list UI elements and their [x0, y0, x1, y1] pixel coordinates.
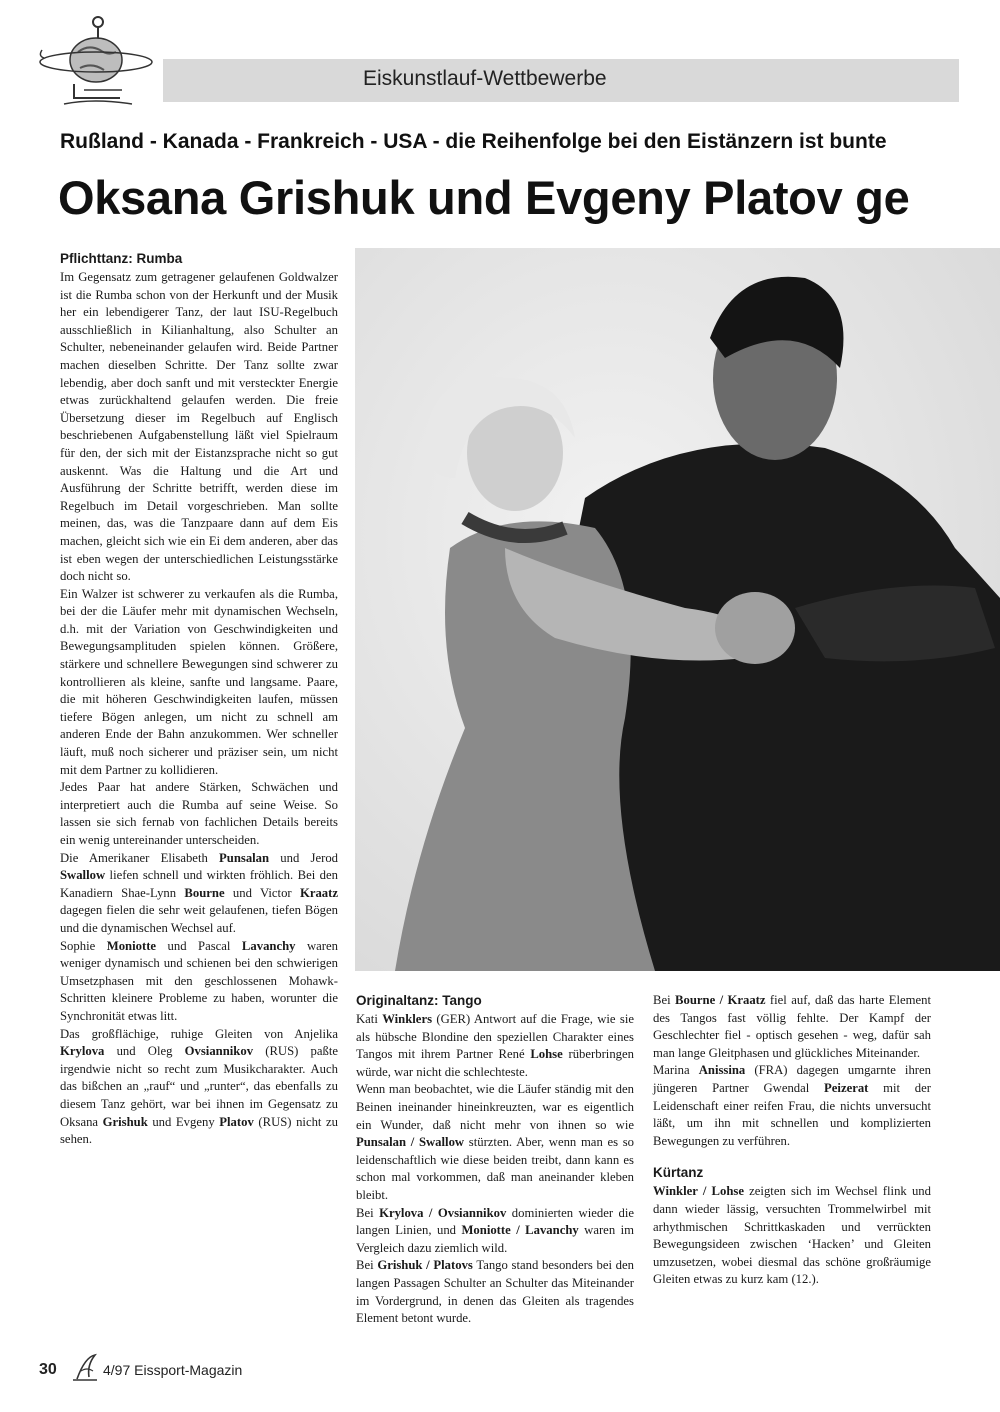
skater-name: Lavanchy — [241, 938, 296, 953]
skater-name: Punsalan — [219, 850, 270, 865]
text-run: und Jerod — [269, 850, 339, 865]
text-column-1 — [60, 250, 338, 1149]
section-banner — [163, 59, 959, 102]
skater-name: Swallow — [60, 868, 106, 883]
text-run: (GER) Antwort auf die Frage, wie sie als hübsche Blondine den speziellen Charakter eines Tangos mit ihrem Partner René — [356, 1012, 634, 1062]
paragraph — [356, 1257, 634, 1327]
magazine-logo — [34, 14, 162, 108]
text-run: Das großflächige, ruhige Gleiten von Anjelika — [60, 1026, 338, 1041]
paragraph: Im Gegensatz zum getragener gelaufenen Goldwalzer ist die Rumba schon von der Herkunft und der Musik her ein lebendigerer Tanz, der laut ISU-Regelbuch ausschließlich in Kilianhaltung, also Schulter an Schulter, nebeneinander gelaufen wird. Beide Partner machen dieselben Schritte. Der Tanz sollte zwar lebendig, aber doch sanft und mit versteckter Energie etwas zurückhaltend gelaufen werden. Die freie Übersetzung dieser im Regelbuch auf Englisch beschriebenen Aufgabenstellung läßt viel Spielraum für den, der sich mit der Eistanzsprache nicht so gut auskennt. Was die Haltung und die Art und Ausführung der Schritte betrifft, werden diese im Regelbuch im Detail vorgeschrieben. Man sollte meinen, das, was die Tanzpaare dann auf dem Eis machen, gleicht sich wie ein Ei dem anderen, aber das ist eben wegen der unterschiedlichen Leistungsstärke doch nicht so. — [60, 270, 338, 584]
text-run: dominierten wieder die langen Linien, und — [356, 1205, 634, 1238]
skater-name: Platov — [219, 1114, 254, 1129]
text-run: waren im Vergleich dazu ziemlich wild. — [356, 1223, 634, 1255]
text-run: mit der Leidenschaft einer reifen Frau, die nichts unversucht läßt, um ihn mit schnellen und komplizierten Bewegungen zu verführen. — [653, 1080, 931, 1148]
issue-label: 4/97 Eissport-Magazin — [103, 1362, 243, 1378]
skater-name: Bourne / Kraatz — [675, 993, 766, 1007]
paragraph — [356, 1205, 634, 1258]
paragraph — [356, 1081, 634, 1204]
text-run: Die Amerikaner Elisabeth — [60, 850, 220, 865]
paragraph — [653, 1062, 931, 1150]
text-run: zeigten sich im Wechsel flink und dann wieder lässig, versuchten Trommelwirbel mit arhythmischen Schrittkaskaden und verrückten Bewegungsideen zwischen ‘Hacken’ und Gleiten umzusetzen, wobei diesmal das schöne großräumige Gleiten etwas zu kurz kam (12.). — [653, 1184, 931, 1287]
skater-logo-icon — [67, 1353, 103, 1383]
skater-name: Peizerat — [824, 1080, 869, 1095]
text-run: Bei — [356, 1205, 380, 1220]
paragraph — [653, 1183, 931, 1289]
text-run: rüberbringen würde, war nicht die schlechteste. — [356, 1047, 634, 1079]
paragraph — [60, 850, 338, 938]
skater-name: Moniotte / Lavanchy — [461, 1223, 579, 1238]
section-title: Eiskunstlauf-Wettbewerbe — [363, 67, 607, 90]
text-run: Kati — [356, 1012, 383, 1026]
skater-name: Krylova / Ovsiannikov — [379, 1205, 507, 1220]
subheading-tango: Originaltanz: Tango — [356, 993, 482, 1008]
text-run: Tango stand besonders bei den langen Passagen Schulter an Schulter das Miteinander im Vordergrund, in denen das Gleiten als tragendes Element betont wurde. — [356, 1258, 634, 1326]
text-run: Sophie — [60, 938, 107, 953]
text-run: Marina — [653, 1063, 699, 1078]
paragraph — [60, 938, 338, 1026]
page-number: 30 — [39, 1361, 57, 1378]
text-run: fiel auf, daß das harte Element des Tangos fast völlig fehlte. Der Kampf der Geschlechter fiel - optisch gesehen - weg, dafür sah man lange Gleitphasen und glückliches Miteinander. — [653, 993, 931, 1060]
skater-name: Punsalan / Swallow — [356, 1135, 465, 1150]
paragraph — [60, 1026, 338, 1149]
paragraph — [653, 992, 931, 1062]
paragraph: Jedes Paar hat andere Stärken, Schwächen und interpretiert auch die Rumba auf seine Weise. So lassen sie sich fernab von fachlichen Details bereits ein wenig untereinander unterscheiden. — [60, 780, 338, 847]
text-run: (RUS) paßte irgendwie nicht so recht zum Musikcharakter. Auch das bißchen an „rauf“ und „runter“, das ebenfalls zu diesem Tanz gehört, war bei ihnen im Gegensatz zu Oksana — [60, 1044, 339, 1129]
skater-name: Kraatz — [299, 885, 338, 900]
ice-dance-photo — [355, 248, 1000, 971]
text-run: liefen schnell und wirkten fröhlich. Bei den Kanadiern Shae-Lynn — [60, 868, 338, 900]
text-run: und Oleg — [104, 1044, 185, 1059]
paragraph: Ein Walzer ist schwerer zu verkaufen als die Rumba, bei der die Läufer mehr mit dynamischen Wechseln, d.h. mit der Variation von Geschwindigkeiten und Bewegungsamplituden spielen können. Größere, stärkere und schnellere Bewegungen sind schwerer zu kontrollieren als kleine, sanfte und langsame. Paare, die mit höheren Geschwindigkeiten laufen, müssen tiefere Bögen anlegen, um nicht zu schnell am anderen Ende der Bahn anzukommen. Wer schneller läuft, muß noch sicherer und präziser sein, um nicht mit dem Partner zu kollidieren. — [60, 586, 338, 777]
text-run: Wenn man beobachtet, wie die Läufer ständig mit den Beinen ineinander hineinkreuzten, war es eigentlich ein Wunder, daß nicht mehr von ihnen so wie — [356, 1082, 634, 1132]
skater-name: Lohse — [530, 1047, 563, 1062]
text-run: und Pascal — [156, 938, 242, 953]
text-column-2 — [356, 992, 634, 1328]
article-kicker: Rußland - Kanada - Frankreich - USA - die Reihenfolge bei den Eistänzern ist bunte — [60, 130, 887, 153]
skater-name: Ovsiannikov — [184, 1044, 254, 1059]
text-run: dagegen fielen die sehr weit gelaufenen, tiefen Bögen und die dynamischen Wechsel auf. — [60, 903, 338, 935]
article-headline: Oksana Grishuk und Evgeny Platov ge — [58, 171, 910, 224]
subheading-kuertanz: Kürtanz — [653, 1165, 704, 1181]
skater-name: Grishuk / Platovs — [377, 1258, 473, 1273]
text-run: Bei — [653, 993, 676, 1007]
text-run: (RUS) nicht zu sehen. — [60, 1114, 338, 1147]
skater-name: Winkler / Lohse — [653, 1184, 744, 1199]
text-run: Bei — [356, 1258, 378, 1273]
skater-name: Winklers — [382, 1012, 433, 1026]
text-run: stürzten. Aber, wenn man es so leidenschaftlich wie diese beiden treibt, dann kann es schon mal vorkommen, daß man aneinander kleben bleibt. — [356, 1135, 634, 1202]
skater-name: Grishuk — [102, 1114, 148, 1129]
skater-name: Bourne — [184, 885, 225, 900]
subheading-rumba: Pflichttanz: Rumba — [60, 251, 183, 266]
paragraph — [356, 1011, 634, 1081]
skater-name: Anissina — [698, 1063, 746, 1078]
text-column-3 — [653, 992, 931, 1289]
text-run: und Victor — [224, 885, 300, 900]
skater-name: Moniotte — [106, 938, 157, 953]
text-run: waren weniger dynamisch und schienen bei den schwierigen Umsetzphasen mit den geschlossenen Mohawk-Schritten kleinere Probleme zu haben, worunter die Synchronität etwas litt. — [60, 938, 338, 1023]
skater-name: Krylova — [60, 1044, 105, 1059]
text-run: und Evgeny — [147, 1114, 220, 1129]
text-run: (FRA) dagegen umgarnte ihren jüngeren Partner Gwendal — [653, 1063, 932, 1095]
